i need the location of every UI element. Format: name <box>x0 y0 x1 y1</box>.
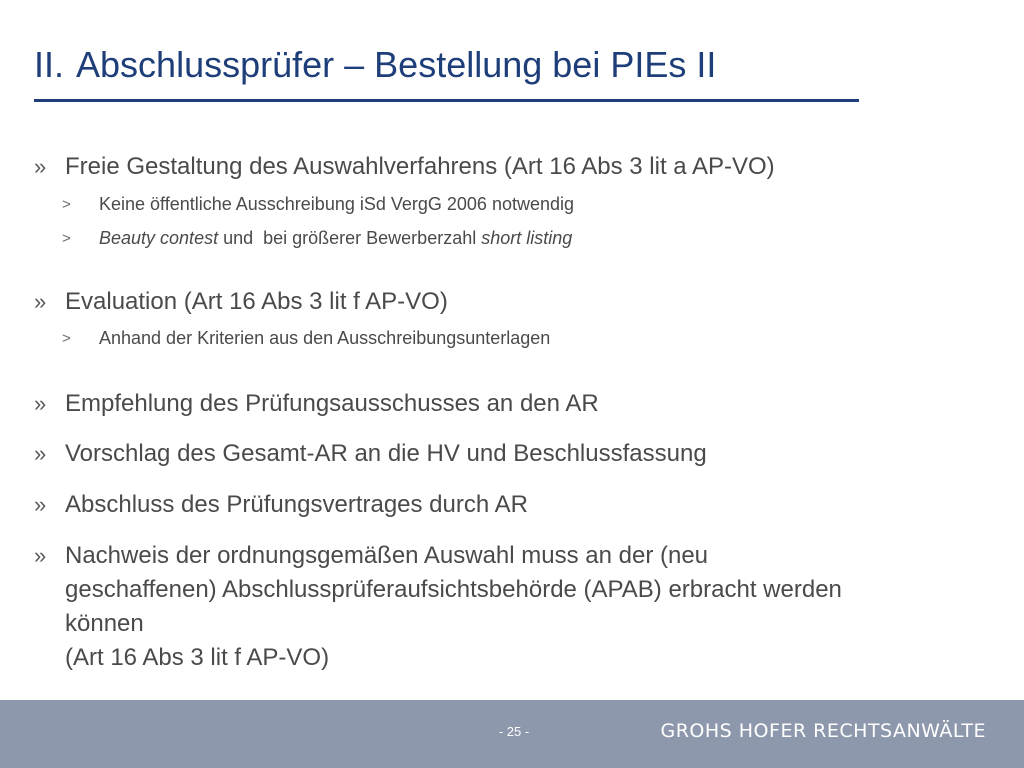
bullet-text: Freie Gestaltung des Auswahlverfahrens (Art 16 Abs 3 lit a AP-VO) <box>65 153 775 180</box>
bullet-marker: » <box>34 441 47 466</box>
bullet-text-line: Nachweis der ordnungsgemäßen Auswahl muss an der (neu <box>65 542 709 569</box>
bullet-marker: » <box>34 391 47 416</box>
brand-logo-text: GROHS HOFER RECHTSANWÄLTE <box>660 720 986 742</box>
bullet-marker: » <box>34 289 47 314</box>
title-text: Abschlussprüfer – Bestellung bei PIEs II <box>76 44 717 85</box>
sub-bullet-marker: > <box>62 330 71 347</box>
bullet-text-line: können <box>65 610 144 637</box>
sub-bullet-item <box>62 325 1022 351</box>
bullet-text: Vorschlag des Gesamt-AR an die HV und Beschlussfassung <box>65 440 707 467</box>
bullet-marker: » <box>34 154 47 179</box>
sub-bullet-marker: > <box>62 196 71 213</box>
bullet-text-line: geschaffenen) Abschlussprüferaufsichtsbehörde (APAB) erbracht werden <box>65 576 842 603</box>
bullet-item <box>34 488 994 522</box>
sub-bullet-marker: > <box>62 230 71 247</box>
sub-bullet-text: Anhand der Kriterien aus den Ausschreibungsunterlagen <box>99 328 551 348</box>
bullet-text <box>65 539 994 675</box>
bullet-marker: » <box>34 492 47 517</box>
footer-bar <box>0 700 1024 768</box>
sub-bullet-item <box>62 191 1022 217</box>
bullet-item <box>34 387 994 421</box>
italic-term-short-listing: short listing <box>481 228 573 248</box>
bullet-text: Evaluation (Art 16 Abs 3 lit f AP-VO) <box>65 288 448 315</box>
bullet-item <box>34 285 994 319</box>
bullet-item <box>34 539 994 675</box>
sub-bullet-text <box>99 225 1022 251</box>
sub-bullet-text: Keine öffentliche Ausschreibung iSd VergG 2006 notwendig <box>99 194 575 214</box>
sub-bullet-item <box>62 225 1022 251</box>
bullet-text-line: (Art 16 Abs 3 lit f AP-VO) <box>65 644 330 671</box>
bullet-text: Empfehlung des Prüfungsausschusses an den AR <box>65 390 599 417</box>
italic-term-beauty-contest: Beauty contest <box>99 228 219 248</box>
bullet-text: Abschluss des Prüfungsvertrages durch AR <box>65 491 528 518</box>
sub-bullet-text-middle: und bei größerer Bewerberzahl <box>218 228 482 248</box>
bullet-item <box>34 150 994 184</box>
bullet-item <box>34 437 994 471</box>
title-number: II. <box>34 44 65 85</box>
bullet-marker: » <box>34 543 47 568</box>
page-number: - 25 - <box>498 724 530 739</box>
